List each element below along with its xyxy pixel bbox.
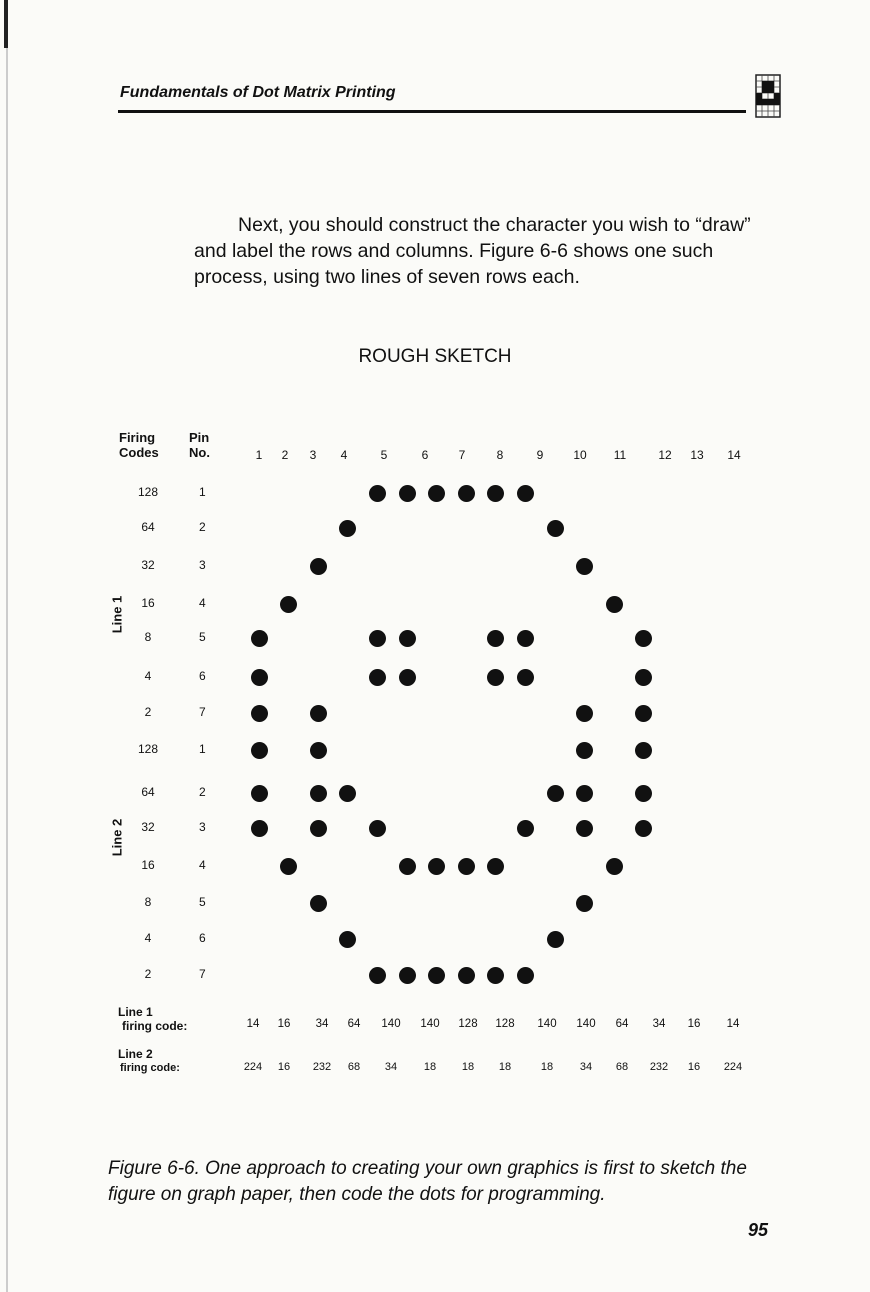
dot	[458, 967, 475, 984]
dot	[251, 785, 268, 802]
line-2-firing-code-value: 16	[687, 1061, 701, 1073]
dot	[310, 705, 327, 722]
dot	[399, 669, 416, 686]
column-number: 9	[536, 448, 544, 462]
page-edge-mark	[4, 0, 8, 48]
dot	[635, 820, 652, 837]
firing-codes-heading: Firing Codes	[119, 430, 159, 460]
line-1-firing-code-value: 140	[537, 1018, 557, 1030]
line-1-firing-code-value: 140	[420, 1018, 440, 1030]
column-number: 11	[613, 448, 627, 462]
line-2-firing-code-value: 18	[540, 1061, 554, 1073]
dot	[635, 705, 652, 722]
row-pin-number: 4	[199, 596, 206, 610]
dot	[606, 858, 623, 875]
dot	[635, 630, 652, 647]
dot	[339, 931, 356, 948]
row-pin-number: 7	[199, 705, 206, 719]
column-number: 10	[573, 448, 587, 462]
column-number: 7	[458, 448, 466, 462]
dot	[399, 967, 416, 984]
row-firing-code: 4	[144, 669, 152, 683]
line-2-firing-code-value: 18	[498, 1061, 512, 1073]
column-number: 2	[281, 448, 289, 462]
dot	[369, 669, 386, 686]
dot	[576, 742, 593, 759]
row-firing-code: 8	[144, 895, 152, 909]
column-number: 4	[340, 448, 348, 462]
dot	[487, 485, 504, 502]
dot	[517, 669, 534, 686]
line-2-firing-code-label: Line 2 firing code:	[118, 1047, 180, 1074]
row-firing-code: 16	[141, 858, 155, 872]
column-number: 6	[421, 448, 429, 462]
line-2-label: Line 2	[109, 818, 125, 857]
line-1-firing-code-value: 34	[652, 1018, 666, 1030]
row-pin-number: 2	[199, 520, 206, 534]
line-2-firing-code-value: 16	[277, 1061, 291, 1073]
row-firing-code: 8	[144, 630, 152, 644]
column-number: 12	[658, 448, 672, 462]
row-firing-code: 64	[141, 785, 155, 799]
line-2-firing-code-value: 232	[649, 1061, 669, 1073]
dot	[547, 931, 564, 948]
row-pin-number: 3	[199, 558, 206, 572]
line-2-firing-code-value: 34	[579, 1061, 593, 1073]
column-number: 1	[255, 448, 263, 462]
dot	[251, 630, 268, 647]
row-pin-number: 6	[199, 931, 206, 945]
line-1-firing-code-value: 140	[381, 1018, 401, 1030]
dot	[547, 520, 564, 537]
header-rule	[118, 110, 746, 113]
line-1-firing-code-value: 34	[315, 1018, 329, 1030]
dot	[458, 858, 475, 875]
dot	[428, 858, 445, 875]
dot	[310, 895, 327, 912]
line-1-label: Line 1	[109, 595, 125, 634]
dot	[635, 669, 652, 686]
dot	[635, 742, 652, 759]
dot	[369, 967, 386, 984]
dot	[517, 820, 534, 837]
dot	[339, 785, 356, 802]
dot	[369, 485, 386, 502]
row-firing-code: 64	[141, 520, 155, 534]
intro-line: process, using two lines of seven rows each.	[194, 266, 580, 288]
row-firing-code: 4	[144, 931, 152, 945]
dot	[487, 669, 504, 686]
intro-paragraph	[194, 212, 780, 290]
dot	[635, 785, 652, 802]
dot	[458, 485, 475, 502]
dot	[339, 520, 356, 537]
row-firing-code: 16	[141, 596, 155, 610]
row-pin-number: 5	[199, 895, 206, 909]
line-1-firing-code-value: 16	[687, 1018, 701, 1030]
row-pin-number: 1	[199, 485, 206, 499]
pin-no-heading: Pin No.	[189, 430, 210, 460]
line-1-firing-code-value: 64	[615, 1018, 629, 1030]
intro-line: and label the rows and columns. Figure 6-6 shows one such	[194, 240, 714, 262]
line-1-firing-code-value: 16	[277, 1018, 291, 1030]
row-pin-number: 6	[199, 669, 206, 683]
dot	[310, 742, 327, 759]
dot	[576, 820, 593, 837]
sketch-title: ROUGH SKETCH	[358, 346, 512, 367]
dot	[576, 705, 593, 722]
intro-line: Next, you should construct the character you wish to “draw”	[238, 214, 751, 236]
line-1-firing-code-value: 128	[495, 1018, 515, 1030]
line-2-firing-code-value: 224	[243, 1061, 263, 1073]
line-2-firing-code-value: 18	[423, 1061, 437, 1073]
dot	[369, 630, 386, 647]
line-1-firing-code-value: 140	[576, 1018, 596, 1030]
row-firing-code: 32	[141, 820, 155, 834]
page-edge-rule	[6, 0, 8, 1292]
dot	[428, 967, 445, 984]
line-1-firing-code-value: 128	[458, 1018, 478, 1030]
line-2-firing-code-value: 34	[384, 1061, 398, 1073]
dot	[310, 558, 327, 575]
row-firing-code: 2	[144, 705, 152, 719]
column-number: 13	[690, 448, 704, 462]
line-1-firing-code-value: 14	[246, 1018, 260, 1030]
dot	[517, 630, 534, 647]
column-number: 8	[496, 448, 504, 462]
line-2-firing-code-value: 224	[723, 1061, 743, 1073]
dot	[487, 630, 504, 647]
dot	[576, 895, 593, 912]
column-number: 5	[380, 448, 388, 462]
line-2-firing-code-value: 68	[347, 1061, 361, 1073]
dot	[576, 785, 593, 802]
row-firing-code: 32	[141, 558, 155, 572]
dot	[251, 820, 268, 837]
dot	[606, 596, 623, 613]
line-2-firing-code-value: 232	[312, 1061, 332, 1073]
dot	[399, 858, 416, 875]
line-1-firing-code-value: 64	[347, 1018, 361, 1030]
dot	[399, 485, 416, 502]
row-firing-code: 2	[144, 967, 152, 981]
row-firing-code: 128	[137, 742, 159, 756]
dot	[428, 485, 445, 502]
row-pin-number: 5	[199, 630, 206, 644]
running-header-title: Fundamentals of Dot Matrix Printing	[120, 84, 396, 101]
line-2-firing-code-value: 68	[615, 1061, 629, 1073]
line-1-firing-code-label: Line 1 firing code:	[118, 1005, 188, 1033]
row-pin-number: 4	[199, 858, 206, 872]
row-pin-number: 1	[199, 742, 206, 756]
dot	[251, 705, 268, 722]
dot	[280, 596, 297, 613]
dot	[310, 820, 327, 837]
page-number: 95	[748, 1220, 769, 1240]
row-pin-number: 2	[199, 785, 206, 799]
dot	[487, 858, 504, 875]
dot	[251, 669, 268, 686]
column-number: 14	[727, 448, 741, 462]
column-number: 3	[309, 448, 317, 462]
row-pin-number: 7	[199, 967, 206, 981]
dot	[517, 485, 534, 502]
dot	[310, 785, 327, 802]
dot	[517, 967, 534, 984]
dot	[399, 630, 416, 647]
dot	[576, 558, 593, 575]
dot	[487, 967, 504, 984]
dot	[251, 742, 268, 759]
dot	[280, 858, 297, 875]
row-firing-code: 128	[137, 485, 159, 499]
dot-matrix-logo-icon	[755, 74, 781, 118]
line-1-firing-code-value: 14	[726, 1018, 740, 1030]
line-2-firing-code-value: 18	[461, 1061, 475, 1073]
figure-caption: Figure 6-6. One approach to creating your own graphics is first to sketch the figure on graph paper, then code the dots for programming.	[108, 1158, 747, 1205]
row-pin-number: 3	[199, 820, 206, 834]
dot	[369, 820, 386, 837]
dot	[547, 785, 564, 802]
